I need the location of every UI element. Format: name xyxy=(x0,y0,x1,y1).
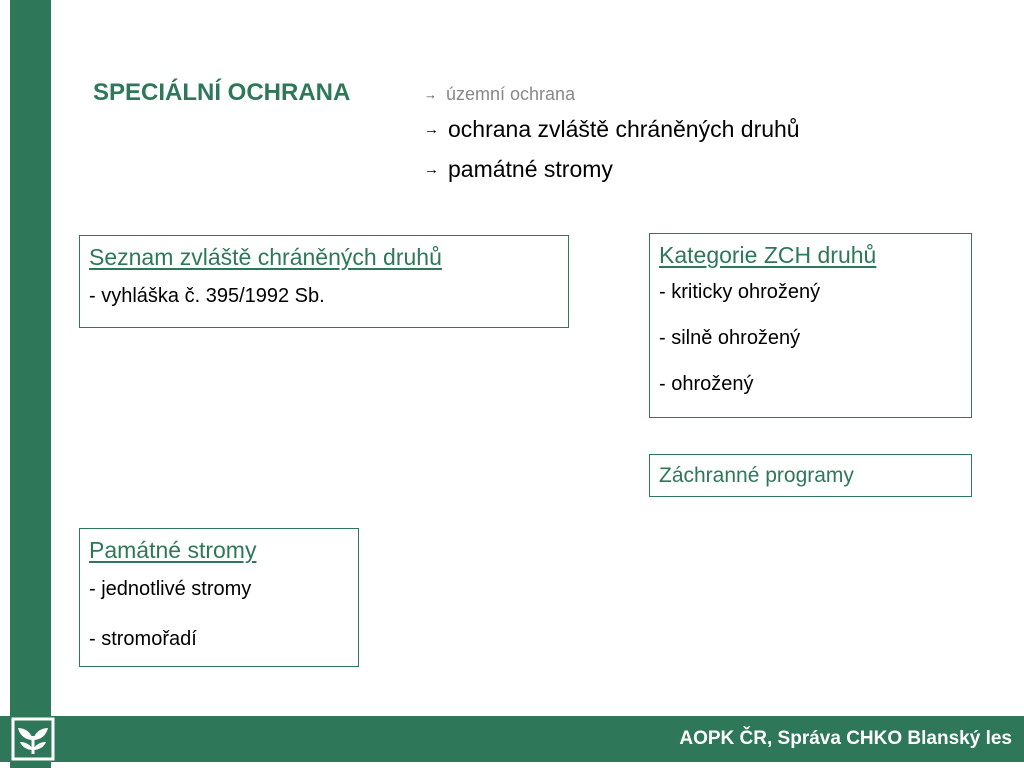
arrow-icon: → xyxy=(424,160,439,178)
footer-text: AOPK ČR, Správa CHKO Blanský les xyxy=(679,728,1012,749)
pamatne-stromy-link[interactable]: Památné stromy xyxy=(89,537,257,563)
arrow-icon: → xyxy=(424,120,439,138)
list-item-label: ochrana zvláště chráněných druhů xyxy=(448,115,800,142)
kategorie-line: - silně ohrožený xyxy=(659,327,801,349)
kategorie-link[interactable]: Kategorie ZCH druhů xyxy=(659,242,877,268)
list-item-zch-druhy xyxy=(424,110,800,148)
protection-types-list xyxy=(424,82,800,188)
footer-bar xyxy=(0,716,1024,762)
arrow-icon: → xyxy=(424,86,437,102)
list-item-pamatne-stromy xyxy=(424,150,800,188)
zachranne-programy-label: Záchranné programy xyxy=(659,464,854,487)
kategorie-box xyxy=(649,233,972,418)
kategorie-line: - ohrožený xyxy=(659,373,754,395)
pamatne-line: - stromořadí xyxy=(89,628,197,650)
aopk-leaf-logo-icon xyxy=(10,716,56,762)
list-item-label: památné stromy xyxy=(448,155,613,182)
list-item-label: územní ochrana xyxy=(446,83,576,104)
pamatne-stromy-box xyxy=(79,528,359,667)
list-item-uzemni xyxy=(424,82,800,106)
left-green-bar xyxy=(10,0,51,768)
zachranne-programy-box xyxy=(649,454,972,497)
pamatne-line: - jednotlivé stromy xyxy=(89,578,252,600)
page-title: SPECIÁLNÍ OCHRANA xyxy=(93,79,351,106)
seznam-link[interactable]: Seznam zvláště chráněných druhů xyxy=(89,244,442,270)
seznam-line: - vyhláška č. 395/1992 Sb. xyxy=(89,285,325,307)
seznam-box xyxy=(79,235,569,328)
kategorie-line: - kriticky ohrožený xyxy=(659,281,821,303)
